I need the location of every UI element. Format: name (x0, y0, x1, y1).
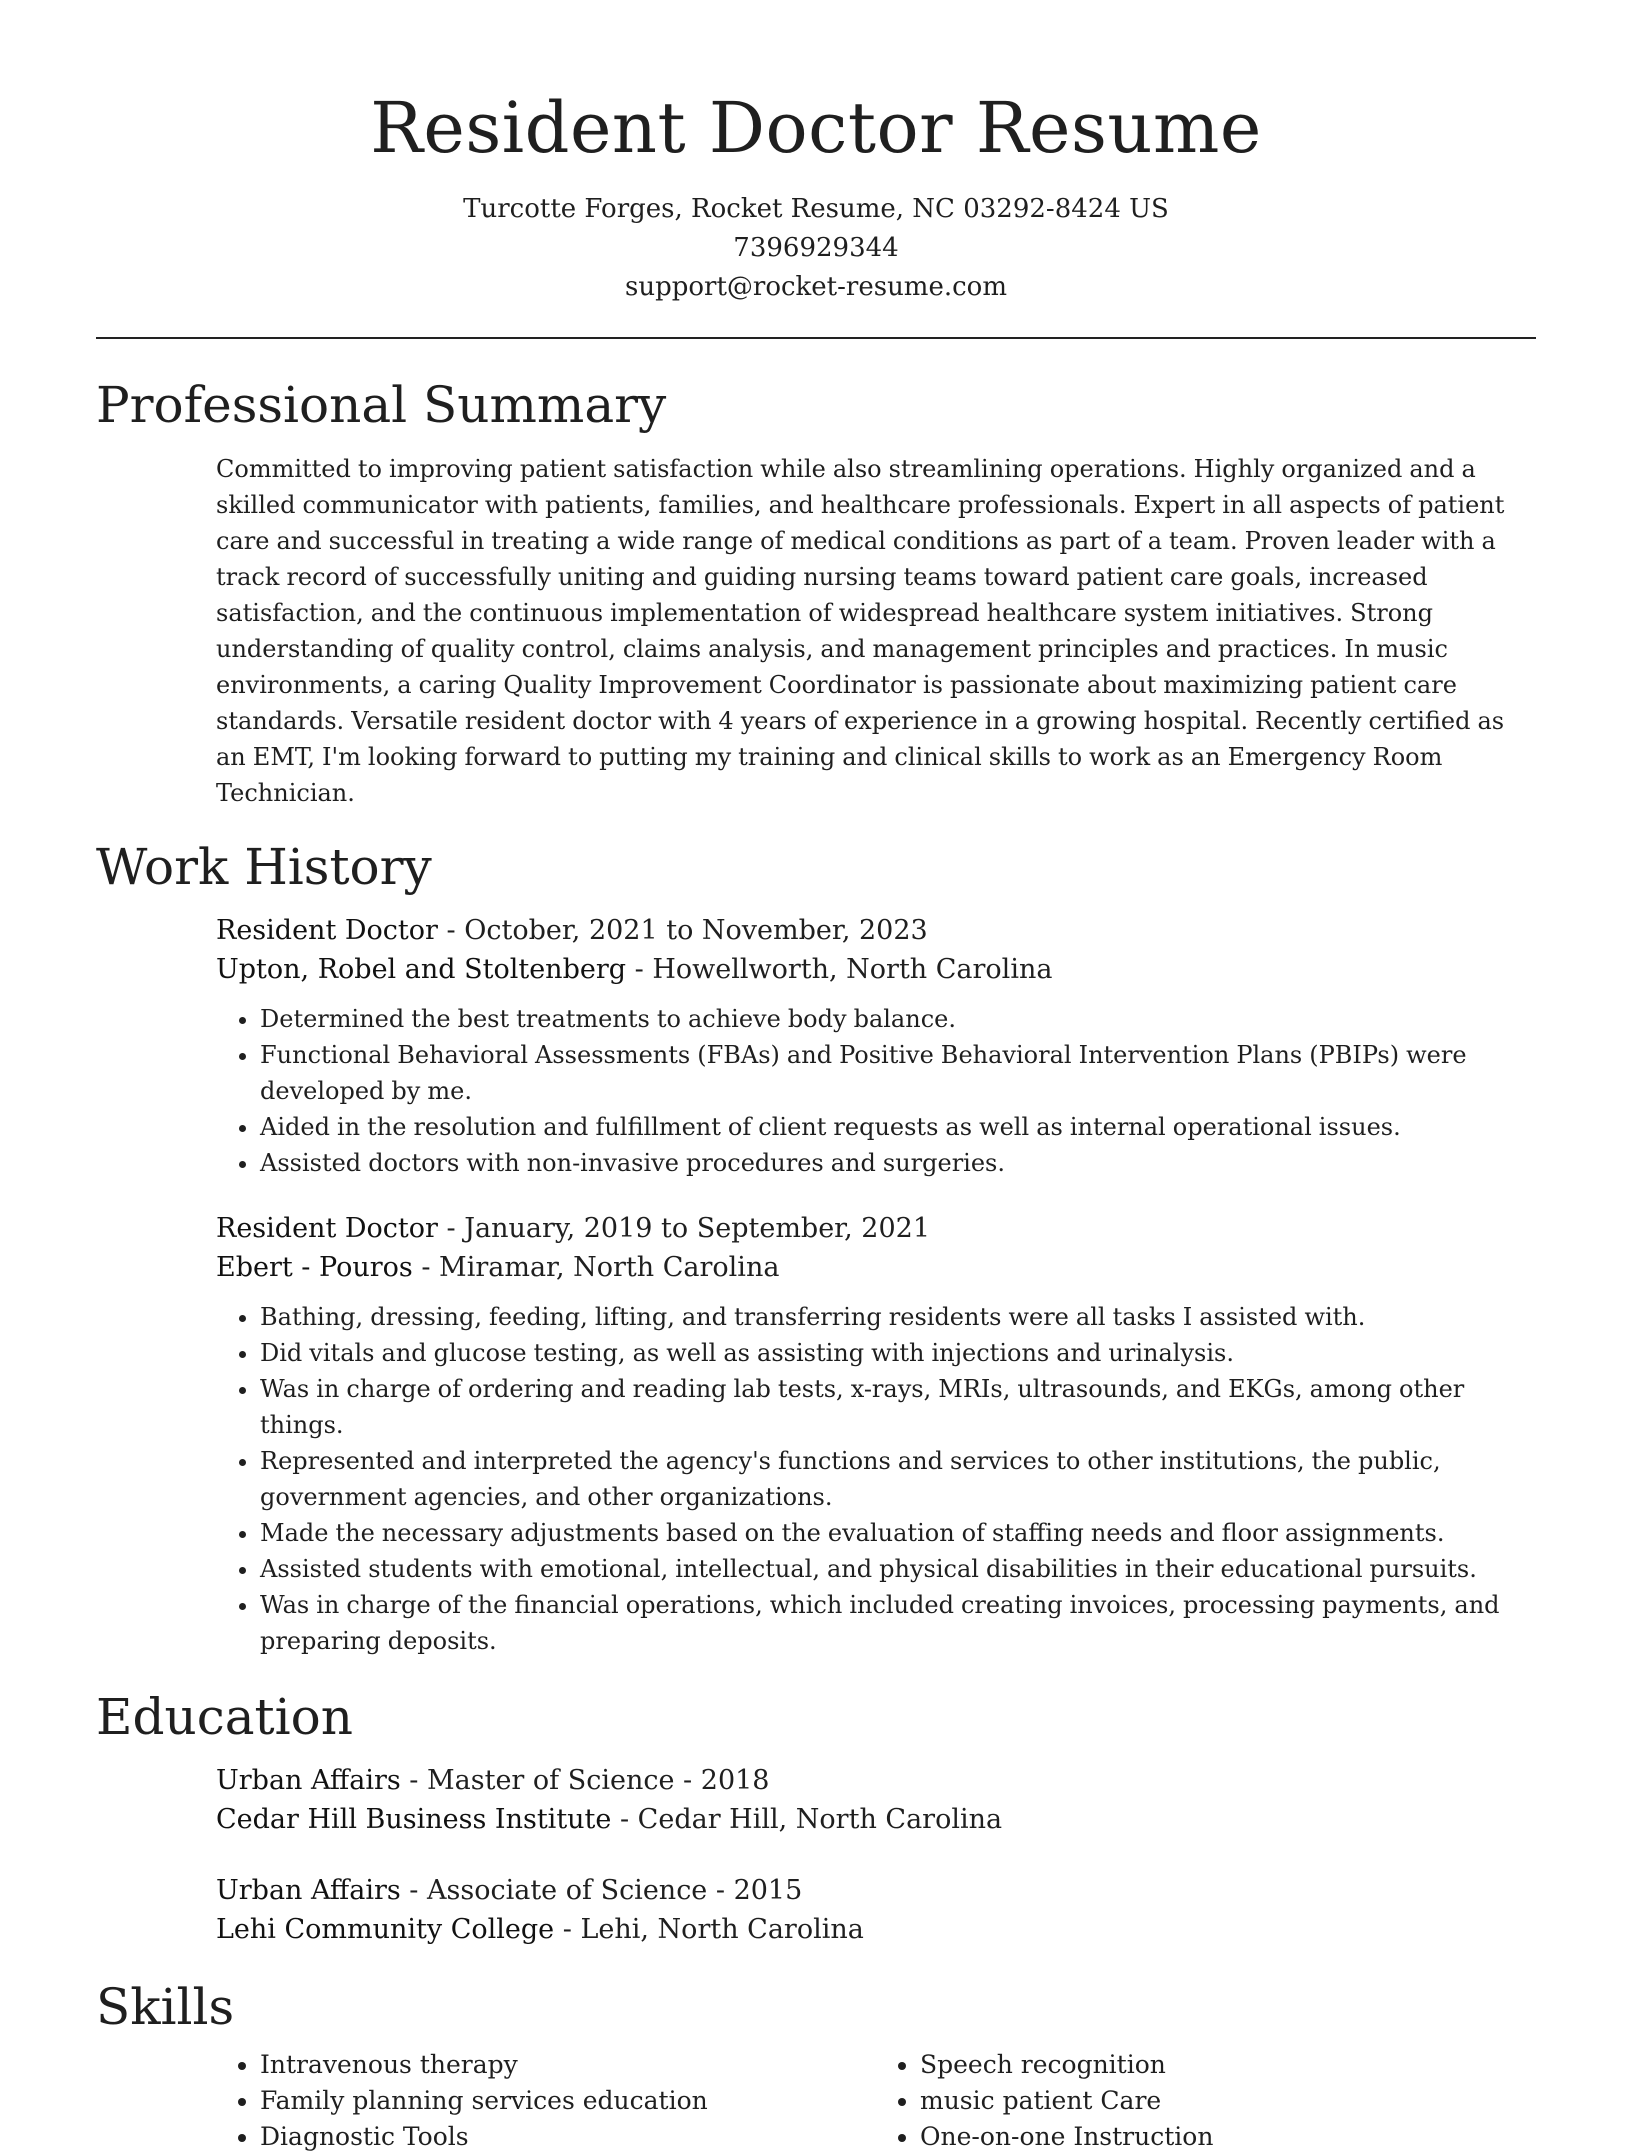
work-history-section (96, 835, 1536, 1659)
education-entry (216, 1871, 1536, 1949)
education-degree-line (216, 1871, 1536, 1910)
job-title-line (216, 911, 1536, 950)
education-year: 2015 (733, 1875, 803, 1906)
job-dates: - October, 2021 to November, 2023 (437, 915, 928, 946)
education-entry (216, 1761, 1536, 1839)
education-field: Urban Affairs (216, 1875, 401, 1906)
skills-list-right (876, 2047, 1536, 2155)
skill-item: • music patient Care (920, 2083, 1536, 2119)
skills-heading: Skills (96, 1978, 235, 2036)
skills-grid (216, 2047, 1536, 2155)
education-field: Urban Affairs (216, 1765, 401, 1796)
list-item: • Aided in the resolution and fulfillment of client requests as well as internal operational issues. (260, 1109, 1536, 1145)
skill-item: • One-on-one Instruction (920, 2119, 1536, 2155)
list-item: • Was in charge of ordering and reading lab tests, x-rays, MRIs, ultrasounds, and EKGs, among other things. (260, 1371, 1536, 1443)
job-entry (216, 911, 1536, 1181)
work-history-heading: Work History (96, 838, 432, 896)
job-entry (216, 1209, 1536, 1659)
header-divider (96, 337, 1536, 339)
skill-item: • Speech recognition (920, 2047, 1536, 2083)
job-duties-list (216, 1299, 1536, 1659)
resume-title: Resident Doctor Resume (370, 87, 1262, 169)
job-dates: - January, 2019 to September, 2021 (437, 1213, 930, 1244)
education-school-line (216, 1800, 1536, 1839)
summary-text: Committed to improving patient satisfaction while also streamlining operations. Highly organized and a skilled communicator with patients, families, and healthcare professionals. Expert in all aspects of patient care and successful in treating a wide range of medical conditions as part of a team. Proven leader with a track record of successfully uniting and guiding nursing teams toward patient care goals, increased satisfaction, and the continuous implementation of widespread healthcare system initiatives. Strong understanding of quality control, claims analysis, and management principles and practices. In music environments, a caring Quality Improvement Coordinator is passionate about maximizing patient care standards. Versatile resident doctor with 4 years of experience in a growing hospital. Recently certified as an EMT, I'm looking forward to putting my training and clinical skills to work as an Emergency Room Technician. (216, 455, 1505, 807)
list-item: • Functional Behavioral Assessments (FBAs) and Positive Behavioral Intervention Plans (PBIPs) were developed by me. (260, 1037, 1536, 1109)
job-company: Upton, Robel and Stoltenberg (216, 954, 627, 985)
skills-section (96, 1975, 1536, 2155)
list-item: • Assisted doctors with non-invasive procedures and surgeries. (260, 1145, 1536, 1181)
summary-section (96, 373, 1536, 811)
education-section (96, 1685, 1536, 1949)
contact-email: support@rocket-resume.com (624, 272, 1007, 302)
list-item: • Was in charge of the financial operations, which included creating invoices, processing payments, and preparing deposits. (260, 1587, 1536, 1659)
list-item: • Determined the best treatments to achieve body balance. (260, 1001, 1536, 1037)
job-company-line (216, 950, 1536, 989)
education-degree-line (216, 1761, 1536, 1800)
education-heading: Education (96, 1688, 353, 1746)
education-school-line (216, 1910, 1536, 1949)
list-item: • Bathing, dressing, feeding, lifting, and transferring residents were all tasks I assisted with. (260, 1299, 1536, 1335)
list-item: • Did vitals and glucose testing, as well as assisting with injections and urinalysis. (260, 1335, 1536, 1371)
skill-item: • Intravenous therapy (260, 2047, 876, 2083)
job-location: - Miramar, North Carolina (412, 1252, 780, 1283)
contact-address: Turcotte Forges, Rocket Resume, NC 03292-8424 US (463, 194, 1169, 224)
contact-info (96, 190, 1536, 307)
education-school: Lehi Community College (216, 1914, 555, 1945)
education-degree: - Associate of Science - (400, 1875, 734, 1906)
contact-phone: 7396929344 (733, 233, 899, 263)
job-title: Resident Doctor (216, 915, 438, 946)
job-company-line (216, 1248, 1536, 1287)
resume-page (96, 0, 1536, 2155)
list-item: • Represented and interpreted the agency's functions and services to other institutions, the public, government agencies, and other organizations. (260, 1443, 1536, 1515)
job-company: Ebert - Pouros (216, 1252, 413, 1283)
job-title: Resident Doctor (216, 1213, 438, 1244)
education-year: 2018 (700, 1765, 770, 1796)
summary-heading: Professional Summary (96, 376, 667, 434)
list-item: • Made the necessary adjustments based on the evaluation of staffing needs and floor assignments. (260, 1515, 1536, 1551)
skills-list-left (216, 2047, 876, 2155)
education-school: Cedar Hill Business Institute (216, 1804, 612, 1835)
resume-header (96, 0, 1536, 307)
job-duties-list (216, 1001, 1536, 1181)
education-location: - Lehi, North Carolina (554, 1914, 864, 1945)
skill-item: • Diagnostic Tools (260, 2119, 876, 2155)
education-degree: - Master of Science - (400, 1765, 701, 1796)
education-location: - Cedar Hill, North Carolina (611, 1804, 1003, 1835)
job-title-line (216, 1209, 1536, 1248)
job-location: - Howellworth, North Carolina (626, 954, 1053, 985)
skill-item: • Family planning services education (260, 2083, 876, 2119)
list-item: • Assisted students with emotional, intellectual, and physical disabilities in their educational pursuits. (260, 1551, 1536, 1587)
